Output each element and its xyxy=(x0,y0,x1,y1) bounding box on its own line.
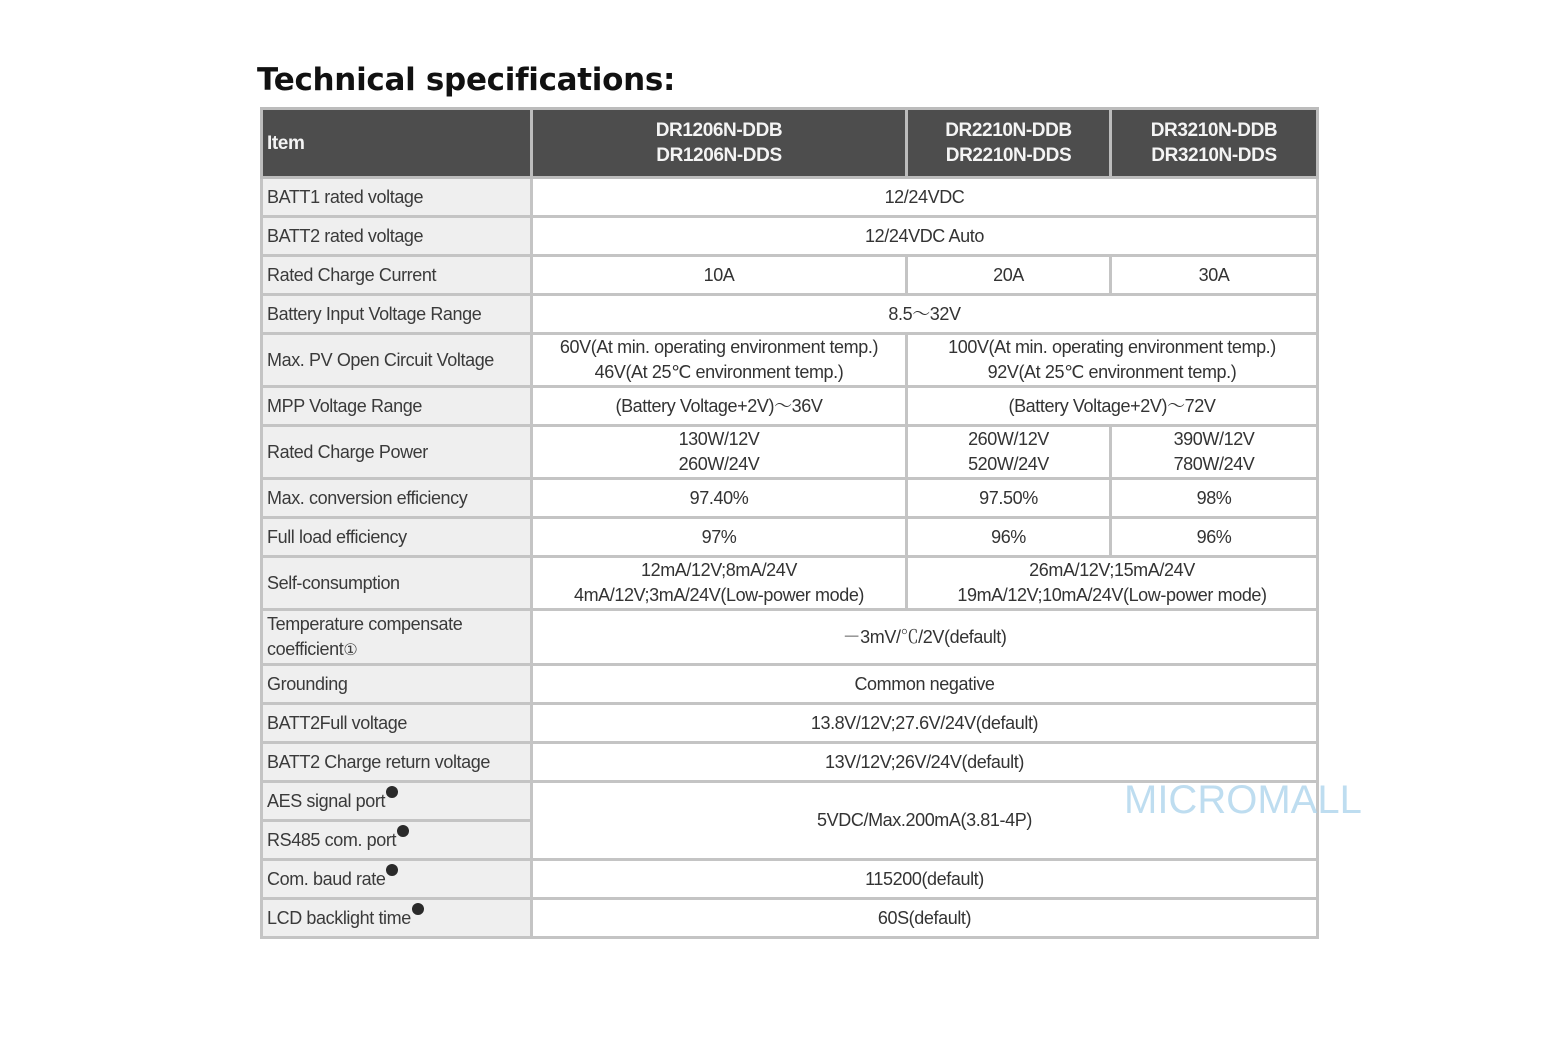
row-value: 97% xyxy=(532,518,907,557)
row-value xyxy=(907,334,1318,387)
table-row xyxy=(262,295,1318,334)
header-model-1-line1: DR1206N-DDB xyxy=(655,120,783,141)
row-value: 96% xyxy=(1111,518,1318,557)
header-model-1 xyxy=(532,109,907,178)
row-value: 13.8V/12V;27.6V/24V(default) xyxy=(532,704,1318,743)
row-value xyxy=(907,426,1111,479)
table-row xyxy=(262,610,1318,665)
row-label-text: coefficient xyxy=(267,638,344,659)
row-value-line: 390W/12V xyxy=(1173,429,1255,449)
row-label: BATT2 Charge return voltage xyxy=(262,743,532,782)
row-value: 12/24VDC Auto xyxy=(532,217,1318,256)
row-label: Self-consumption xyxy=(262,557,532,610)
row-value: 8.5～32V xyxy=(532,295,1318,334)
row-value-line: 60V(At min. operating environment temp.) xyxy=(559,337,879,357)
row-value-line: 520W/24V xyxy=(968,454,1049,474)
header-model-2-line2: DR2210N-DDS xyxy=(945,145,1072,166)
row-label xyxy=(262,860,532,899)
footnote-marker: ① xyxy=(343,641,358,659)
row-label: Max. conversion efficiency xyxy=(262,479,532,518)
table-row xyxy=(262,743,1318,782)
row-value: 97.50% xyxy=(907,479,1111,518)
table-row xyxy=(262,178,1318,217)
watermark: MICROMALL xyxy=(1124,778,1362,822)
table-row xyxy=(262,860,1318,899)
row-label: BATT2Full voltage xyxy=(262,704,532,743)
row-label: BATT1 rated voltage xyxy=(262,178,532,217)
table-header-row xyxy=(262,109,1318,178)
row-value: Common negative xyxy=(532,665,1318,704)
row-value: 97.40% xyxy=(532,479,907,518)
row-label-text: Com. baud rate xyxy=(267,869,386,889)
row-label xyxy=(262,782,532,821)
row-value: 115200(default) xyxy=(532,860,1318,899)
row-value: 20A xyxy=(907,256,1111,295)
table-row xyxy=(262,479,1318,518)
row-value: 5VDC/Max.200mA(3.81-4P) xyxy=(532,782,1318,860)
footnote-dot-icon xyxy=(412,903,424,915)
row-value: 13V/12V;26V/24V(default) xyxy=(532,743,1318,782)
row-value: (Battery Voltage+2V)～72V xyxy=(907,387,1318,426)
table-row xyxy=(262,217,1318,256)
header-model-2 xyxy=(907,109,1111,178)
row-label: Grounding xyxy=(262,665,532,704)
row-value-line: 100V(At min. operating environment temp.) xyxy=(948,337,1276,357)
row-label: MPP Voltage Range xyxy=(262,387,532,426)
row-label-line: Temperature compensate xyxy=(267,613,463,634)
table-row xyxy=(262,557,1318,610)
row-value: 98% xyxy=(1111,479,1318,518)
header-model-1-line2: DR1206N-DDS xyxy=(656,145,782,166)
row-label-line xyxy=(267,637,526,663)
row-value-line: 12mA/12V;8mA/24V xyxy=(640,560,798,580)
row-value xyxy=(532,557,907,610)
row-label-text: RS485 com. port xyxy=(267,830,397,850)
row-value xyxy=(1111,426,1318,479)
row-value-line: 26mA/12V;15mA/24V xyxy=(1029,560,1195,580)
table-row xyxy=(262,334,1318,387)
row-value: 30A xyxy=(1111,256,1318,295)
row-label-text: LCD backlight time xyxy=(267,908,411,928)
row-value: 60S(default) xyxy=(532,899,1318,938)
row-value-line: 260W/24V xyxy=(678,454,760,474)
header-model-2-line1: DR2210N-DDB xyxy=(945,120,1072,141)
row-value: －3mV/℃/2V(default) xyxy=(532,610,1318,665)
row-label xyxy=(262,899,532,938)
table-row xyxy=(262,387,1318,426)
header-model-3 xyxy=(1111,109,1318,178)
row-value xyxy=(532,334,907,387)
header-model-3-line1: DR3210N-DDB xyxy=(1150,120,1278,141)
page-title: Technical specifications: xyxy=(257,62,676,98)
table-row xyxy=(262,782,1318,821)
table-row xyxy=(262,256,1318,295)
row-label: Rated Charge Power xyxy=(262,426,532,479)
row-label: Battery Input Voltage Range xyxy=(262,295,532,334)
footnote-dot-icon xyxy=(397,825,409,837)
row-value-line: 780W/24V xyxy=(1173,454,1255,474)
table-row xyxy=(262,899,1318,938)
row-value: 10A xyxy=(532,256,907,295)
spec-table xyxy=(260,107,1319,939)
footnote-dot-icon xyxy=(386,786,398,798)
row-label: Rated Charge Current xyxy=(262,256,532,295)
table-row xyxy=(262,518,1318,557)
header-item: Item xyxy=(262,109,532,178)
row-value: 12/24VDC xyxy=(532,178,1318,217)
table-row xyxy=(262,665,1318,704)
row-label-text: AES signal port xyxy=(267,791,386,811)
header-model-3-line2: DR3210N-DDS xyxy=(1151,145,1277,166)
row-label xyxy=(262,821,532,860)
table-row xyxy=(262,426,1318,479)
row-value: 96% xyxy=(907,518,1111,557)
row-value xyxy=(907,557,1318,610)
row-value xyxy=(532,426,907,479)
row-value: (Battery Voltage+2V)～36V xyxy=(532,387,907,426)
row-value-line: 4mA/12V;3mA/24V(Low-power mode) xyxy=(573,585,865,605)
row-value-line: 92V(At 25℃ environment temp.) xyxy=(987,362,1237,382)
row-value-line: 130W/12V xyxy=(678,429,760,449)
row-label xyxy=(262,610,532,665)
row-label: BATT2 rated voltage xyxy=(262,217,532,256)
row-value-line: 46V(At 25℃ environment temp.) xyxy=(594,362,844,382)
table-row xyxy=(262,704,1318,743)
row-label: Max. PV Open Circuit Voltage xyxy=(262,334,532,387)
row-value-line: 19mA/12V;10mA/24V(Low-power mode) xyxy=(957,585,1267,605)
row-label: Full load efficiency xyxy=(262,518,532,557)
footnote-dot-icon xyxy=(386,864,398,876)
row-value-line: 260W/12V xyxy=(968,429,1049,449)
